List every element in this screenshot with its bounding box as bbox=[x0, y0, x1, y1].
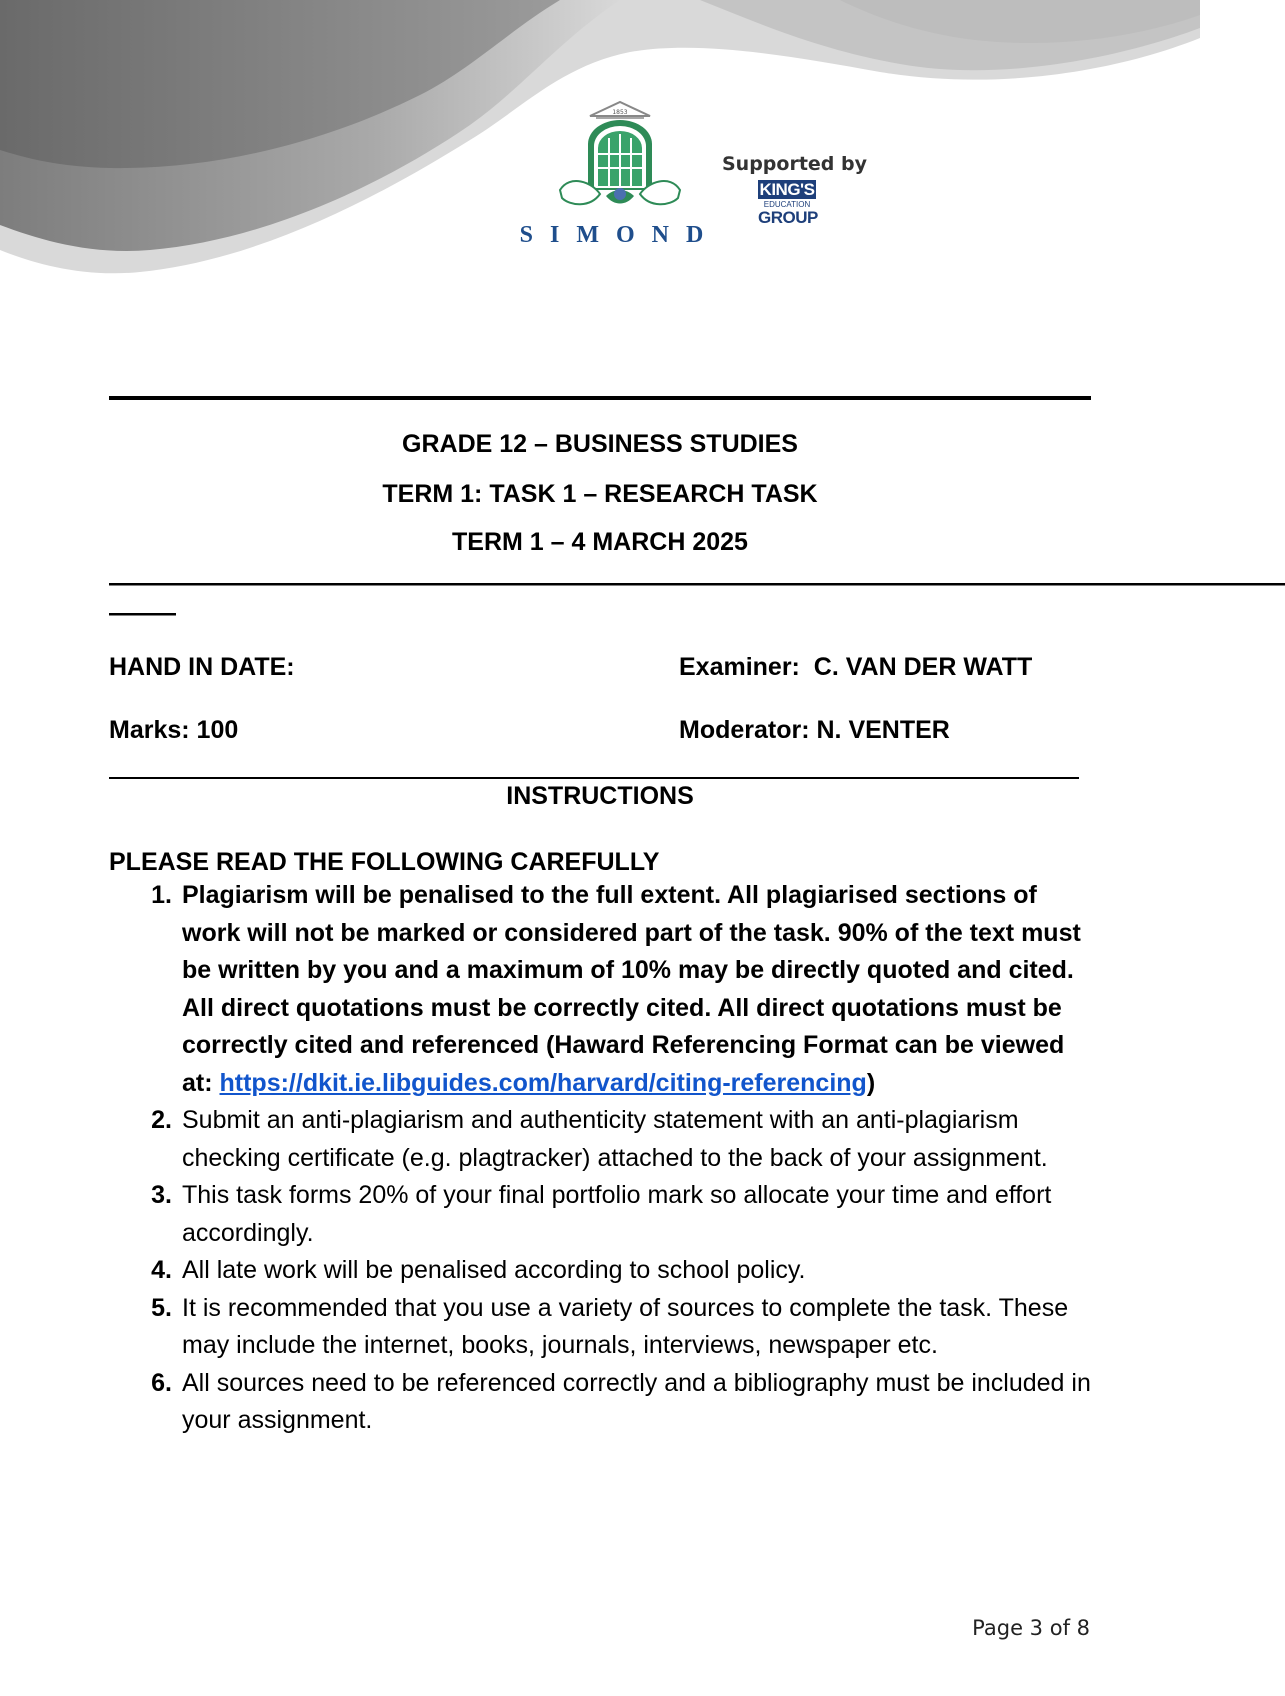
instructions-heading: INSTRUCTIONS bbox=[506, 782, 694, 810]
crest-year: 1853 bbox=[612, 109, 628, 116]
list-item-number: 1. bbox=[151, 881, 172, 909]
moderator-field: Moderator: N. VENTER bbox=[679, 716, 950, 744]
list-item bbox=[140, 1290, 1100, 1365]
dash-divider-line-2: ——— bbox=[109, 599, 172, 627]
read-carefully-heading: PLEASE READ THE FOLLOWING CAREFULLY bbox=[109, 848, 660, 876]
list-item-text: All sources need to be referenced correctly and a bibliography must be included in your assignment. bbox=[182, 1368, 1091, 1434]
title-grade-subject: GRADE 12 – BUSINESS STUDIES bbox=[402, 430, 798, 458]
list-item-number: 4. bbox=[151, 1256, 172, 1284]
list-item bbox=[140, 877, 1100, 1102]
sponsor-logo-line3: GROUP bbox=[758, 208, 818, 227]
examiner-name: C. VAN DER WATT bbox=[813, 653, 1033, 681]
dash-divider-line-1: ———————————————————————————————————————————————————————— bbox=[109, 569, 1285, 597]
list-item-text: Submit an anti-plagiarism and authenticity statement with an anti-plagiarism checking certificate (e.g. plagtracker) attached to the back of your assignment. bbox=[182, 1106, 1048, 1172]
crest-icon bbox=[510, 98, 730, 223]
instructions-divider bbox=[109, 777, 1079, 779]
supported-by-text: Supported by bbox=[722, 153, 868, 175]
title-task: TERM 1: TASK 1 – RESEARCH TASK bbox=[382, 480, 818, 508]
list-item-text: All late work will be penalised according to school policy. bbox=[182, 1256, 806, 1284]
examiner-field bbox=[679, 653, 1032, 682]
sponsor-logo-line2: EDUCATION bbox=[763, 200, 811, 209]
list-item-text: It is recommended that you use a variety of sources to complete the task. These may include the internet, books, journals, interviews, newspaper etc. bbox=[182, 1293, 1069, 1359]
list-item bbox=[140, 1102, 1100, 1177]
list-item-text: This task forms 20% of your final portfolio mark so allocate your time and effort accordingly. bbox=[182, 1181, 1052, 1247]
page-number: Page 3 of 8 bbox=[972, 1616, 1090, 1640]
harvard-reference-link[interactable]: https://dkit.ie.libguides.com/harvard/citing-referencing bbox=[219, 1068, 867, 1097]
item-1-text: Plagiarism will be penalised to the full extent. All plagiarised sections of work will not be marked or considered part of the task. 90% of the text must be written by you and a maximum of 10% may be directly quoted and cited. All direct quotations must be correctly cited. All direct quotations must be correctly cited and referenced (Haward Referencing Format can be viewed at: bbox=[182, 881, 1081, 1097]
examiner-label: Examiner: bbox=[679, 653, 800, 681]
list-item-number: 6. bbox=[151, 1368, 172, 1397]
sponsor-logo bbox=[758, 180, 816, 226]
list-item-number: 5. bbox=[151, 1293, 172, 1322]
sponsor-logo-line1: KING'S bbox=[759, 180, 815, 199]
top-divider bbox=[109, 396, 1091, 400]
hand-in-date-label: HAND IN DATE: bbox=[109, 653, 295, 681]
school-name: SIMOND bbox=[519, 222, 721, 248]
list-item bbox=[140, 1252, 1100, 1290]
list-item-number: 3. bbox=[151, 1181, 172, 1209]
marks-field: Marks: 100 bbox=[109, 716, 239, 744]
list-item-text bbox=[182, 881, 1081, 1097]
list-item bbox=[140, 1177, 1100, 1252]
list-item-number: 2. bbox=[151, 1106, 172, 1134]
title-date: TERM 1 – 4 MARCH 2025 bbox=[452, 528, 748, 556]
list-item bbox=[140, 1365, 1100, 1440]
school-logo bbox=[510, 98, 730, 258]
instructions-list bbox=[140, 877, 1100, 1440]
item-1-tail: ) bbox=[866, 1068, 876, 1097]
